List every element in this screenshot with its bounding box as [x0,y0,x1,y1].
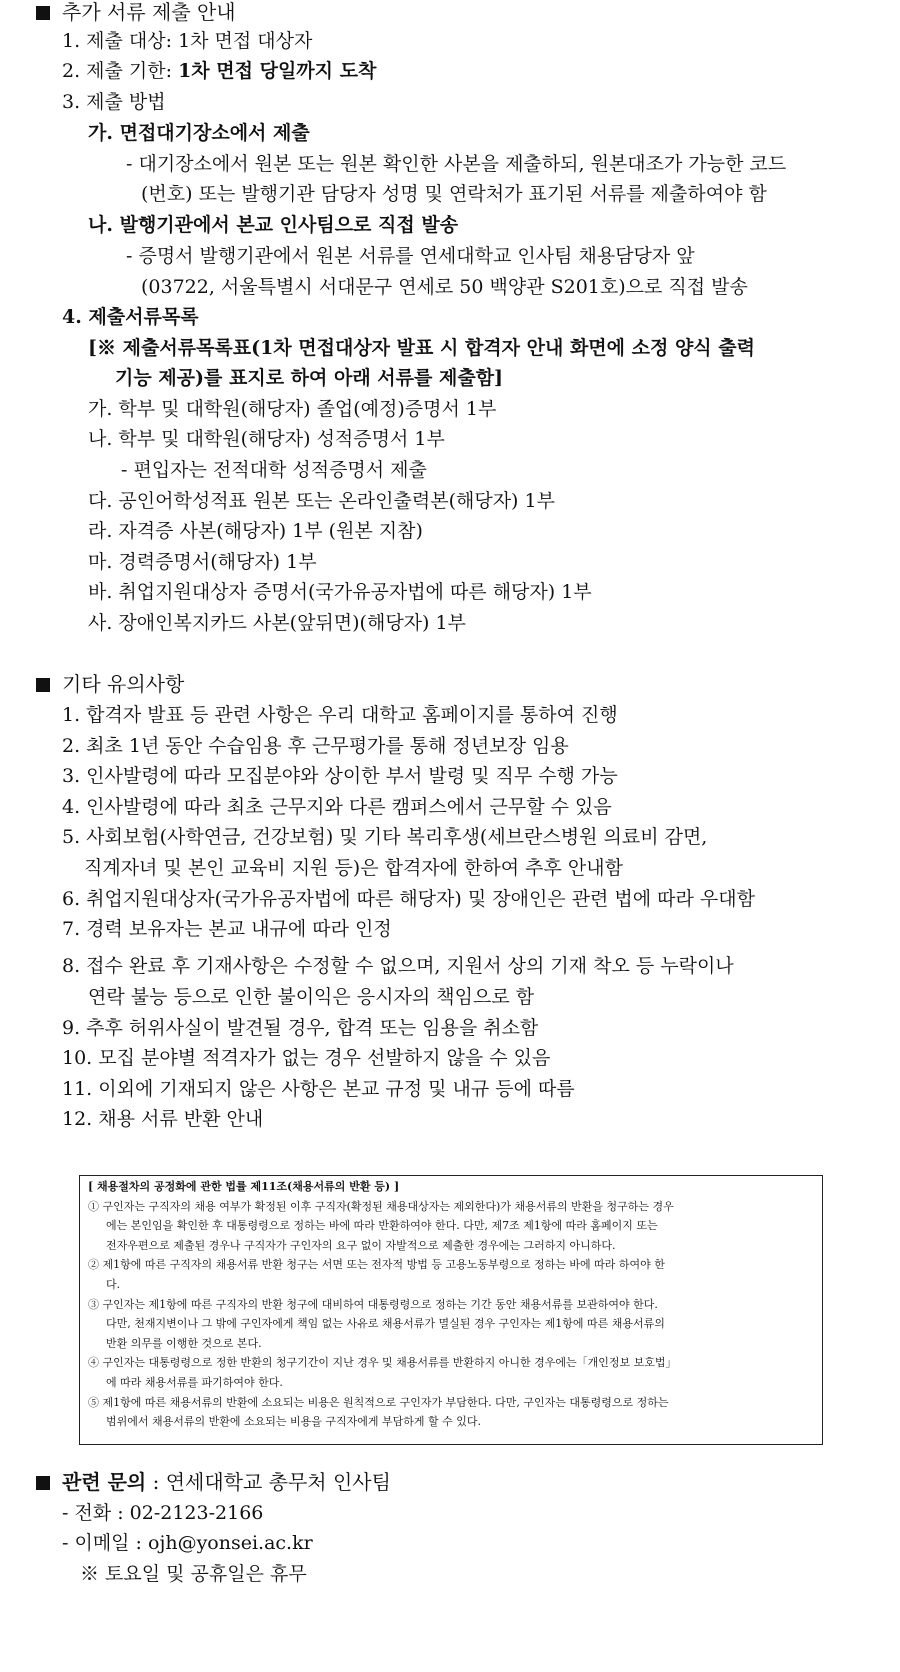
note-item: 7. 경력 보유자는 본교 내규에 따라 인정 [62,918,392,940]
contact-email: - 이메일 : ojh@yonsei.ac.kr [62,1532,313,1554]
note-item-cont: 직계자녀 및 본인 교육비 지원 등)은 합격자에 한하여 추후 안내함 [84,857,623,879]
section-title-contact: 관련 문의 : 연세대학교 총무처 인사팀 [36,1470,391,1494]
note-item: 2. 최초 1년 동안 수습임용 후 근무평가를 통해 정년보장 임용 [62,735,569,757]
note-item: 8. 접수 완료 후 기재사항은 수정할 수 없으며, 지원서 상의 기재 착오 등 누락이나 [62,955,734,977]
legal-clause-3: ③ 구인자는 제1항에 따른 구직자의 반환 청구에 대비하여 대통령령으로 정하는 기간 동안 채용서류를 보관하여야 한다. [88,1297,658,1311]
doc-item: 마. 경력증명서(해당자) 1부 [88,551,317,573]
method-direct-mail-desc-1: - 증명서 발행기관에서 원본 서류를 연세대학교 인사팀 채용담당자 앞 [126,245,695,267]
document-list-heading: 4. 제출서류목록 [62,306,199,328]
legal-clause-5-cont: 범위에서 채용서류의 반환에 소요되는 비용을 구직자에게 부담하게 할 수 있다. [106,1415,481,1429]
square-bullet-icon [36,678,50,692]
legal-clause-3-cont: 반환 의무를 이행한 것으로 본다. [106,1336,262,1350]
doc-item: 다. 공인어학성적표 원본 또는 온라인출력본(해당자) 1부 [88,490,555,512]
legal-clause-5: ⑤ 제1항에 따른 채용서류의 반환에 소요되는 비용은 원칙적으로 구인자가 부담한다. 다만, 구인자는 대통령령으로 정하는 [88,1395,669,1409]
note-item: 1. 합격자 발표 등 관련 사항은 우리 대학교 홈페이지를 통하여 진행 [62,704,618,726]
contact-phone: - 전화 : 02-2123-2166 [62,1502,264,1524]
note-item-cont: 연락 불능 등으로 인한 불이익은 응시자의 책임으로 함 [88,986,535,1008]
legal-notice-box [79,1175,823,1445]
section-title-additional-docs: 추가 서류 제출 안내 [36,0,236,24]
legal-clause-3-cont: 다만, 천재지변이나 그 밖에 구인자에게 책임 없는 사유로 채용서류가 멸실된 경우 구인자는 제1항에 따른 채용서류의 [106,1317,665,1331]
legal-title: [ 채용절차의 공정화에 관한 법률 제11조(채용서류의 반환 등) ] [88,1180,400,1193]
doc-item: 바. 취업지원대상자 증명서(국가유공자법에 따른 해당자) 1부 [88,581,592,603]
legal-clause-4-cont: 에 따라 채용서류를 파기하여야 한다. [106,1375,283,1389]
doc-item-sub: - 편입자는 전적대학 성적증명서 제출 [121,459,427,481]
method-waiting-room-desc-2: (번호) 또는 발행기관 담당자 성명 및 연락처가 표기된 서류를 제출하여야 함 [141,183,767,205]
legal-clause-1-cont: 에는 본인임을 확인한 후 대통령령으로 정하는 바에 따라 반환하여야 한다. 다만, 제7조 제1항에 따라 홈페이지 또는 [106,1219,658,1233]
square-bullet-icon [36,1476,50,1490]
note-item: 4. 인사발령에 따라 최초 근무지와 다른 캠퍼스에서 근무할 수 있음 [62,796,612,818]
legal-clause-2: ② 제1항에 따른 구직자의 채용서류 반환 청구는 서면 또는 전자적 방법 등 고용노동부령으로 정하는 바에 따라 하여야 한 [88,1258,665,1272]
method-direct-mail-desc-2: (03722, 서울특별시 서대문구 연세로 50 백양관 S201호)으로 직접 발송 [141,276,748,298]
doc-item: 라. 자격증 사본(해당자) 1부 (원본 지참) [88,520,423,542]
legal-clause-4: ④ 구인자는 대통령령으로 정한 반환의 청구기간이 지난 경우 및 채용서류를 반환하지 아니한 경우에는「개인정보 보호법」 [88,1356,677,1370]
contact-holiday-note: ※ 토요일 및 공휴일은 휴무 [80,1563,307,1585]
submit-method: 3. 제출 방법 [62,91,166,113]
note-item: 11. 이외에 기재되지 않은 사항은 본교 규정 및 내규 등에 따름 [62,1078,575,1100]
method-direct-mail: 나. 발행기관에서 본교 인사팀으로 직접 발송 [88,214,459,236]
method-waiting-room-desc-1: - 대기장소에서 원본 또는 원본 확인한 사본을 제출하되, 원본대조가 가능한 코드 [126,153,787,175]
submit-target: 1. 제출 대상: 1차 면접 대상자 [62,30,313,52]
section-title-notes: 기타 유의사항 [36,672,184,696]
note-item: 9. 추후 허위사실이 발견될 경우, 합격 또는 임용을 취소함 [62,1017,539,1039]
legal-clause-1-cont: 전자우편으로 제출된 경우나 구직자가 구인자의 요구 없이 자발적으로 제출한 경우에는 그러하지 아니하다. [106,1238,616,1252]
doc-item: 나. 학부 및 대학원(해당자) 성적증명서 1부 [88,428,445,450]
note-item: 3. 인사발령에 따라 모집분야와 상이한 부서 발령 및 직무 수행 가능 [62,765,618,787]
legal-clause-1: ① 구인자는 구직자의 채용 여부가 확정된 이후 구직자(확정된 채용대상자는 제외한다)가 채용서류의 반환을 청구하는 경우 [88,1199,674,1213]
document-list-note-2: 기능 제공)를 표지로 하여 아래 서류를 제출함] [115,367,504,389]
note-item: 5. 사회보험(사학연금, 건강보험) 및 기타 복리후생(세브란스병원 의료비 감면, [62,826,708,848]
document-list-note-1: [※ 제출서류목록표(1차 면접대상자 발표 시 합격자 안내 화면에 소정 양식 출력 [88,337,755,359]
note-item: 12. 채용 서류 반환 안내 [62,1108,264,1130]
square-bullet-icon [36,6,50,20]
method-waiting-room: 가. 면접대기장소에서 제출 [88,122,310,144]
doc-item: 가. 학부 및 대학원(해당자) 졸업(예정)증명서 1부 [88,398,497,420]
doc-item: 사. 장애인복지카드 사본(앞뒤면)(해당자) 1부 [88,612,466,634]
legal-clause-2-cont: 다. [106,1277,121,1291]
submit-deadline: 2. 제출 기한: 1차 면접 당일까지 도착 [62,60,377,82]
note-item: 10. 모집 분야별 적격자가 없는 경우 선발하지 않을 수 있음 [62,1047,551,1069]
note-item: 6. 취업지원대상자(국가유공자법에 따른 해당자) 및 장애인은 관련 법에 따라 우대함 [62,888,755,910]
